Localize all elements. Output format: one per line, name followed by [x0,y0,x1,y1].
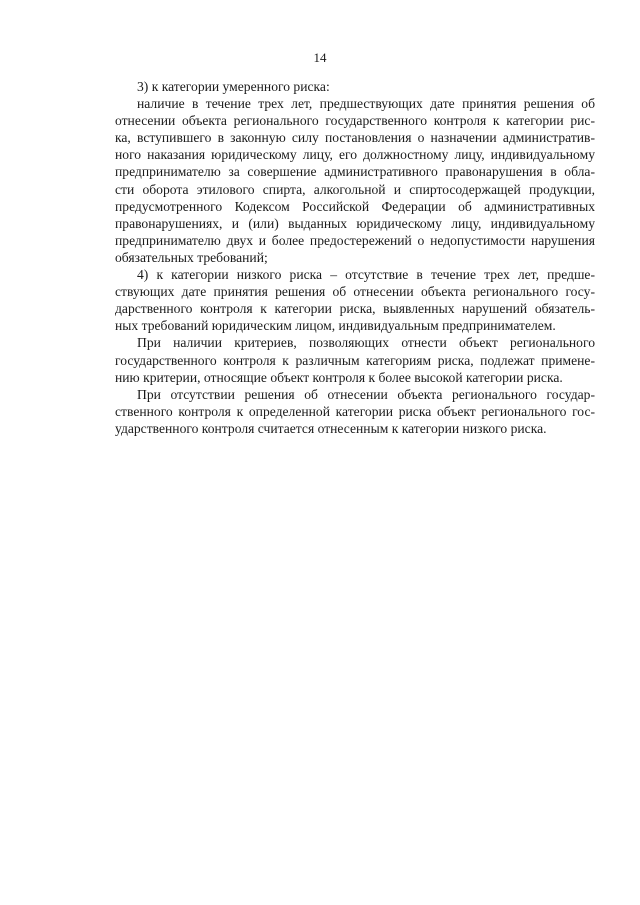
text-line: 4) к категории низкого риска – отсутствие в течение трех лет, предше- [137,267,595,283]
text-line: предпринимателю двух и более предостережений о недопустимости нарушения [115,232,595,248]
text-line: нию критерии, относящие объект контроля к более высокой категории риска. [115,369,563,385]
text-line: 3) к категории умеренного риска: [137,79,330,94]
text-line: предусмотренного Кодексом Российской Федерации об административных [115,198,595,214]
document-body [115,78,595,437]
text-line: наличие в течение трех лет, предшествующих дате принятия решения об [137,96,595,112]
text-line: ного наказания юридическому лицу, его должностному лицу, индивидуальному [115,147,595,163]
text-line: предпринимателю за совершение административного правонарушения в обла- [115,164,595,180]
text-line: ударственного контроля считается отнесенным к категории низкого риска. [115,420,547,436]
text-line: государственного контроля к различным категориям риска, подлежат примене- [115,352,595,368]
text-line: обязательных требований; [115,249,268,265]
paragraph [115,78,595,95]
paragraph [115,386,595,437]
text-line: ка, вступившего в законную силу постановления о назначении административ- [115,130,595,146]
paragraph [115,334,595,385]
paragraph [115,95,595,266]
text-line: правонарушениях, и (или) выданных юридическому лицу, индивидуальному [115,215,595,231]
paragraph [115,266,595,334]
text-line: При отсутствии решения об отнесении объекта регионального государ- [137,386,595,402]
text-line: ственного контроля к определенной категории риска объект регионального гос- [115,403,595,419]
text-line: сти оборота этилового спирта, алкогольной и спиртосодержащей продукции, [115,181,595,197]
text-line: дарственного контроля к категории риска, выявленных нарушений обязатель- [115,301,595,317]
text-line: При наличии критериев, позволяющих отнести объект регионального [137,335,595,351]
text-line: ствующих дате принятия решения об отнесении объекта регионального госу- [115,284,595,300]
page-number: 14 [313,50,327,65]
text-line: ных требований юридическим лицом, индивидуальным предпринимателем. [115,318,556,334]
text-line: отнесении объекта регионального государственного контроля к категории рис- [115,113,595,129]
